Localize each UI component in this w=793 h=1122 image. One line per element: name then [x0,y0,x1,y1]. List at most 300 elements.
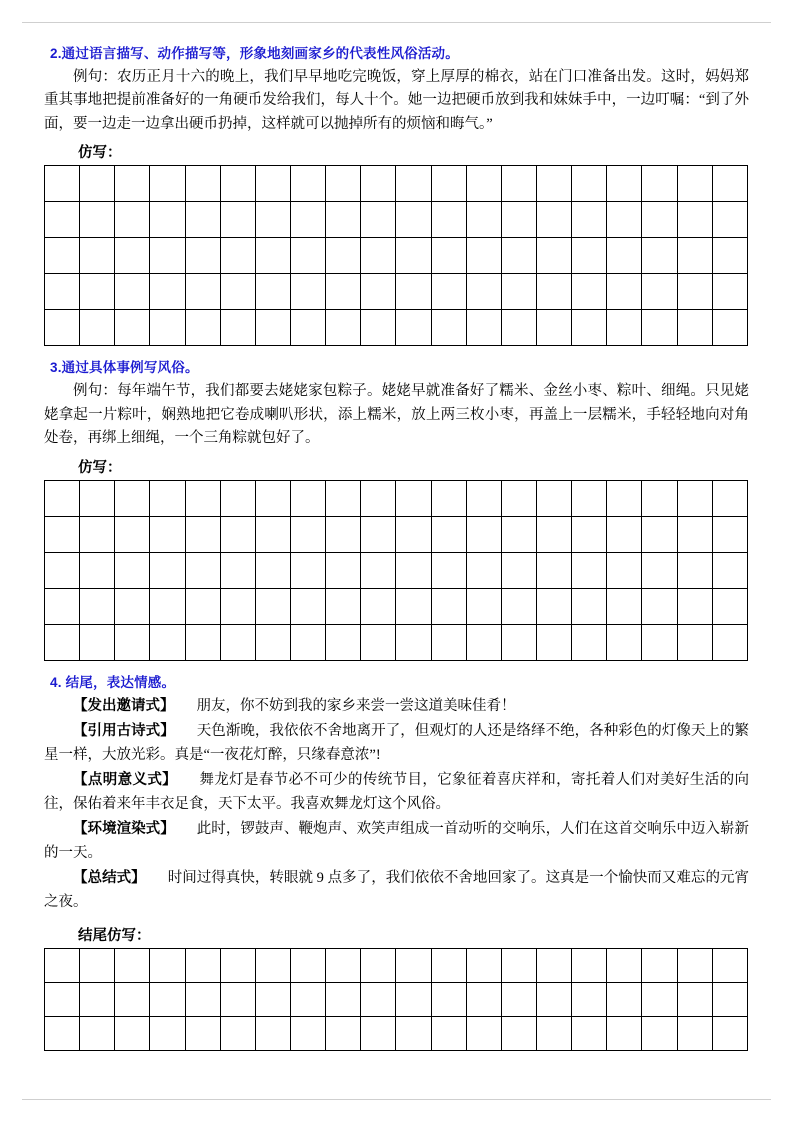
grid-cell[interactable] [607,310,642,346]
grid-cell[interactable] [290,310,325,346]
grid-row[interactable] [45,480,748,516]
grid-cell[interactable] [607,480,642,516]
grid-cell[interactable] [361,983,396,1017]
grid-cell[interactable] [396,624,431,660]
grid-row[interactable] [45,983,748,1017]
grid-cell[interactable] [150,480,185,516]
grid-cell[interactable] [677,166,712,202]
grid-cell[interactable] [466,480,501,516]
grid-cell[interactable] [396,588,431,624]
ending-style-invitation [44,695,749,718]
grid-cell[interactable] [80,949,115,983]
grid-cell[interactable] [396,480,431,516]
grid-cell[interactable] [642,480,677,516]
grid-row[interactable] [45,238,748,274]
grid-cell[interactable] [220,949,255,983]
grid-cell[interactable] [466,1017,501,1051]
grid-cell[interactable] [80,1017,115,1051]
grid-cell[interactable] [712,238,747,274]
section-2-example: 例句：农历正月十六的晚上，我们早早地吃完晚饭，穿上厚厚的棉衣，站在门口准备出发。这时，妈妈郑重其事地把提前准备好的一角硬币发给我们，每人十个。她一边把硬币放到我和妹妹手中，一边叮嘱：“到了外面，要一边走一边拿出硬币扔掉，这样就可以抛掉所有的烦恼和晦气。” [44,69,749,132]
grid-cell[interactable] [220,588,255,624]
grid-cell[interactable] [501,588,536,624]
grid-cell[interactable] [536,310,571,346]
grid-row[interactable] [45,1017,748,1051]
grid-cell[interactable] [220,274,255,310]
grid-cell[interactable] [501,166,536,202]
grid-cell[interactable] [607,166,642,202]
grid-cell[interactable] [115,624,150,660]
section-4-writing-grid[interactable] [44,948,748,1051]
grid-cell[interactable] [45,949,80,983]
grid-cell[interactable] [255,1017,290,1051]
grid-cell[interactable] [115,310,150,346]
grid-cell[interactable] [45,480,80,516]
grid-cell[interactable] [45,552,80,588]
grid-cell[interactable] [431,238,466,274]
grid-cell[interactable] [150,274,185,310]
grid-cell[interactable] [361,516,396,552]
grid-cell[interactable] [712,202,747,238]
grid-cell[interactable] [115,949,150,983]
grid-cell[interactable] [45,983,80,1017]
grid-cell[interactable] [431,983,466,1017]
grid-cell[interactable] [607,983,642,1017]
grid-cell[interactable] [220,480,255,516]
grid-cell[interactable] [431,949,466,983]
grid-cell[interactable] [466,202,501,238]
grid-cell[interactable] [466,310,501,346]
grid-cell[interactable] [536,624,571,660]
grid-cell[interactable] [185,202,220,238]
grid-cell[interactable] [290,552,325,588]
grid-cell[interactable] [642,516,677,552]
grid-cell[interactable] [150,166,185,202]
grid-cell[interactable] [501,516,536,552]
grid-cell[interactable] [45,588,80,624]
grid-cell[interactable] [361,624,396,660]
grid-cell[interactable] [255,983,290,1017]
grid-cell[interactable] [185,274,220,310]
grid-cell[interactable] [642,202,677,238]
grid-cell[interactable] [431,552,466,588]
grid-cell[interactable] [290,588,325,624]
grid-row[interactable] [45,516,748,552]
grid-cell[interactable] [220,552,255,588]
grid-cell[interactable] [501,480,536,516]
grid-cell[interactable] [80,480,115,516]
grid-cell[interactable] [220,166,255,202]
grid-cell[interactable] [536,1017,571,1051]
grid-cell[interactable] [572,310,607,346]
grid-cell[interactable] [712,949,747,983]
section-4-heading: 4. 结尾，表达情感。 [50,674,176,690]
grid-cell[interactable] [677,624,712,660]
grid-cell[interactable] [536,238,571,274]
grid-cell[interactable] [361,310,396,346]
grid-cell[interactable] [150,202,185,238]
grid-cell[interactable] [642,238,677,274]
grid-cell[interactable] [572,1017,607,1051]
grid-cell[interactable] [396,949,431,983]
grid-cell[interactable] [361,238,396,274]
grid-cell[interactable] [185,238,220,274]
grid-cell[interactable] [712,1017,747,1051]
grid-cell[interactable] [255,588,290,624]
grid-cell[interactable] [290,949,325,983]
grid-cell[interactable] [150,1017,185,1051]
grid-cell[interactable] [396,983,431,1017]
grid-cell[interactable] [220,516,255,552]
section-2-write-label: 仿写： [78,145,122,162]
grid-cell[interactable] [185,310,220,346]
grid-cell[interactable] [326,274,361,310]
grid-cell[interactable] [185,516,220,552]
grid-cell[interactable] [80,202,115,238]
grid-cell[interactable] [712,166,747,202]
grid-cell[interactable] [572,166,607,202]
grid-cell[interactable] [115,516,150,552]
grid-cell[interactable] [220,202,255,238]
grid-cell[interactable] [45,310,80,346]
grid-cell[interactable] [326,624,361,660]
grid-cell[interactable] [431,624,466,660]
grid-cell[interactable] [220,983,255,1017]
grid-cell[interactable] [466,588,501,624]
grid-cell[interactable] [185,983,220,1017]
grid-cell[interactable] [150,552,185,588]
grid-cell[interactable] [431,166,466,202]
grid-cell[interactable] [712,516,747,552]
grid-cell[interactable] [431,516,466,552]
grid-cell[interactable] [290,202,325,238]
grid-cell[interactable] [290,238,325,274]
ending-style-poem [44,720,749,767]
grid-cell[interactable] [45,166,80,202]
grid-cell[interactable] [501,949,536,983]
grid-cell[interactable] [326,166,361,202]
grid-cell[interactable] [677,480,712,516]
grid-cell[interactable] [501,624,536,660]
grid-cell[interactable] [712,274,747,310]
ending-style-poem-text: 天色渐晚，我依依不舍地离开了，但观灯的人还是络绎不绝，各种彩色的灯像天上的繁星一样，大放光彩。真是“一夜花灯醉，只缘春意浓”! [44,723,749,763]
grid-cell[interactable] [572,949,607,983]
grid-cell[interactable] [396,552,431,588]
grid-cell[interactable] [361,588,396,624]
section-2-heading: 2.通过语言描写、动作描写等，形象地刻画家乡的代表性风俗活动。 [50,46,459,61]
grid-cell[interactable] [115,202,150,238]
grid-cell[interactable] [466,624,501,660]
ending-style-invitation-tag: 【发出邀请式】 [73,697,175,714]
grid-cell[interactable] [536,166,571,202]
grid-cell[interactable] [431,588,466,624]
grid-cell[interactable] [607,949,642,983]
grid-cell[interactable] [80,516,115,552]
grid-cell[interactable] [607,624,642,660]
grid-cell[interactable] [396,202,431,238]
grid-cell[interactable] [115,166,150,202]
ending-style-summary-tag: 【总结式】 [73,870,146,887]
grid-cell[interactable] [536,274,571,310]
grid-cell[interactable] [255,949,290,983]
grid-cell[interactable] [466,983,501,1017]
grid-cell[interactable] [607,552,642,588]
grid-cell[interactable] [45,624,80,660]
grid-cell[interactable] [501,274,536,310]
grid-cell[interactable] [290,983,325,1017]
grid-cell[interactable] [607,274,642,310]
grid-cell[interactable] [150,624,185,660]
grid-cell[interactable] [80,983,115,1017]
grid-cell[interactable] [150,588,185,624]
grid-cell[interactable] [185,552,220,588]
grid-cell[interactable] [115,983,150,1017]
grid-cell[interactable] [80,274,115,310]
grid-cell[interactable] [185,166,220,202]
grid-cell[interactable] [361,274,396,310]
grid-cell[interactable] [326,949,361,983]
ending-style-meaning [44,769,749,816]
grid-cell[interactable] [501,202,536,238]
grid-cell[interactable] [677,516,712,552]
grid-cell[interactable] [326,588,361,624]
section-3-write-label: 仿写： [78,459,122,476]
grid-cell[interactable] [677,983,712,1017]
grid-cell[interactable] [150,310,185,346]
grid-cell[interactable] [572,552,607,588]
grid-cell[interactable] [255,202,290,238]
grid-cell[interactable] [466,238,501,274]
grid-cell[interactable] [115,1017,150,1051]
grid-cell[interactable] [255,238,290,274]
grid-cell[interactable] [607,1017,642,1051]
grid-cell[interactable] [536,552,571,588]
grid-cell[interactable] [466,516,501,552]
grid-row[interactable] [45,274,748,310]
grid-cell[interactable] [290,624,325,660]
grid-cell[interactable] [255,310,290,346]
grid-cell[interactable] [536,949,571,983]
grid-cell[interactable] [607,588,642,624]
grid-cell[interactable] [642,983,677,1017]
grid-cell[interactable] [115,552,150,588]
grid-cell[interactable] [150,238,185,274]
grid-cell[interactable] [712,983,747,1017]
grid-cell[interactable] [326,238,361,274]
grid-cell[interactable] [396,1017,431,1051]
grid-cell[interactable] [361,166,396,202]
ending-style-meaning-tag: 【点明意义式】 [73,772,178,789]
section-3-example: 例句：每年端午节，我们都要去姥姥家包粽子。姥姥早就准备好了糯米、金丝小枣、粽叶、细绳。只见姥姥拿起一片粽叶，娴熟地把它卷成喇叭形状，添上糯米，放上两三枚小枣，再盖上一层糯米，手轻轻地向对角处卷，再绑上细绳，一个三角粽就包好了。 [44,383,749,447]
grid-cell[interactable] [712,588,747,624]
grid-cell[interactable] [536,480,571,516]
grid-cell[interactable] [255,166,290,202]
grid-cell[interactable] [290,480,325,516]
grid-cell[interactable] [431,1017,466,1051]
grid-cell[interactable] [607,238,642,274]
page-top-rule [22,22,771,23]
grid-cell[interactable] [677,238,712,274]
grid-cell[interactable] [45,202,80,238]
grid-cell[interactable] [677,202,712,238]
grid-cell[interactable] [642,949,677,983]
grid-cell[interactable] [677,274,712,310]
grid-cell[interactable] [185,480,220,516]
grid-cell[interactable] [326,552,361,588]
grid-cell[interactable] [712,552,747,588]
grid-cell[interactable] [536,516,571,552]
grid-cell[interactable] [431,202,466,238]
grid-cell[interactable] [220,310,255,346]
grid-cell[interactable] [536,588,571,624]
page-bottom-rule [22,1099,771,1100]
grid-cell[interactable] [326,202,361,238]
grid-cell[interactable] [80,588,115,624]
grid-cell[interactable] [572,516,607,552]
grid-cell[interactable] [115,588,150,624]
grid-cell[interactable] [185,1017,220,1051]
grid-cell[interactable] [572,274,607,310]
grid-cell[interactable] [80,166,115,202]
grid-cell[interactable] [712,310,747,346]
grid-cell[interactable] [45,516,80,552]
grid-cell[interactable] [396,238,431,274]
grid-cell[interactable] [396,166,431,202]
section-2 [44,42,749,346]
section-4 [44,671,749,1051]
grid-cell[interactable] [185,624,220,660]
grid-cell[interactable] [501,552,536,588]
grid-cell[interactable] [431,310,466,346]
grid-cell[interactable] [712,480,747,516]
ending-style-summary-text: 时间过得真快，转眼就 9 点多了，我们依依不舍地回家了。这真是一个愉快而又难忘的元宵之夜。 [44,870,750,910]
grid-cell[interactable] [326,516,361,552]
grid-cell[interactable] [115,274,150,310]
ending-style-invitation-text: 朋友，你不妨到我的家乡来尝一尝这道美味佳肴！ [196,697,516,714]
grid-cell[interactable] [572,238,607,274]
grid-cell[interactable] [150,983,185,1017]
grid-cell[interactable] [220,624,255,660]
grid-cell[interactable] [677,1017,712,1051]
grid-cell[interactable] [677,310,712,346]
ending-style-atmosphere-tag: 【环境渲染式】 [73,821,175,838]
grid-row[interactable] [45,588,748,624]
grid-cell[interactable] [642,166,677,202]
grid-cell[interactable] [255,480,290,516]
ending-style-atmosphere [44,818,749,865]
grid-cell[interactable] [45,238,80,274]
ending-style-summary [44,867,749,914]
grid-cell[interactable] [466,949,501,983]
grid-cell[interactable] [80,238,115,274]
grid-cell[interactable] [396,516,431,552]
section-2-writing-grid[interactable] [44,165,748,346]
grid-cell[interactable] [255,552,290,588]
grid-cell[interactable] [642,310,677,346]
grid-cell[interactable] [466,274,501,310]
grid-cell[interactable] [501,238,536,274]
grid-cell[interactable] [45,1017,80,1051]
grid-cell[interactable] [361,480,396,516]
grid-cell[interactable] [255,624,290,660]
grid-cell[interactable] [396,274,431,310]
grid-cell[interactable] [326,310,361,346]
grid-cell[interactable] [326,1017,361,1051]
grid-cell[interactable] [115,480,150,516]
grid-cell[interactable] [115,238,150,274]
grid-cell[interactable] [642,274,677,310]
grid-cell[interactable] [290,166,325,202]
grid-cell[interactable] [255,516,290,552]
grid-cell[interactable] [290,274,325,310]
grid-cell[interactable] [572,983,607,1017]
grid-cell[interactable] [255,274,290,310]
grid-row[interactable] [45,202,748,238]
grid-cell[interactable] [642,588,677,624]
grid-cell[interactable] [501,1017,536,1051]
grid-cell[interactable] [150,949,185,983]
grid-cell[interactable] [326,480,361,516]
grid-cell[interactable] [607,516,642,552]
grid-row[interactable] [45,949,748,983]
grid-cell[interactable] [80,310,115,346]
grid-cell[interactable] [466,552,501,588]
grid-row[interactable] [45,624,748,660]
grid-cell[interactable] [361,552,396,588]
grid-cell[interactable] [536,983,571,1017]
grid-cell[interactable] [501,310,536,346]
grid-cell[interactable] [361,949,396,983]
grid-cell[interactable] [431,274,466,310]
grid-cell[interactable] [431,480,466,516]
grid-cell[interactable] [712,624,747,660]
grid-cell[interactable] [572,624,607,660]
section-3 [44,356,749,660]
grid-row[interactable] [45,310,748,346]
grid-cell[interactable] [290,1017,325,1051]
grid-cell[interactable] [150,516,185,552]
grid-cell[interactable] [677,949,712,983]
grid-cell[interactable] [220,238,255,274]
grid-cell[interactable] [572,588,607,624]
section-3-writing-grid[interactable] [44,480,748,661]
grid-cell[interactable] [642,552,677,588]
grid-cell[interactable] [572,480,607,516]
section-3-heading: 3.通过具体事例写风俗。 [50,360,199,376]
grid-cell[interactable] [396,310,431,346]
grid-cell[interactable] [185,949,220,983]
grid-cell[interactable] [501,983,536,1017]
grid-cell[interactable] [677,588,712,624]
grid-cell[interactable] [290,516,325,552]
grid-cell[interactable] [536,202,571,238]
grid-cell[interactable] [220,1017,255,1051]
grid-cell[interactable] [466,166,501,202]
grid-row[interactable] [45,552,748,588]
grid-cell[interactable] [361,1017,396,1051]
grid-cell[interactable] [572,202,607,238]
grid-cell[interactable] [80,624,115,660]
grid-cell[interactable] [677,552,712,588]
grid-cell[interactable] [607,202,642,238]
grid-row[interactable] [45,166,748,202]
grid-cell[interactable] [326,983,361,1017]
grid-cell[interactable] [642,624,677,660]
grid-cell[interactable] [642,1017,677,1051]
grid-cell[interactable] [80,552,115,588]
grid-cell[interactable] [45,274,80,310]
grid-cell[interactable] [185,588,220,624]
grid-cell[interactable] [361,202,396,238]
